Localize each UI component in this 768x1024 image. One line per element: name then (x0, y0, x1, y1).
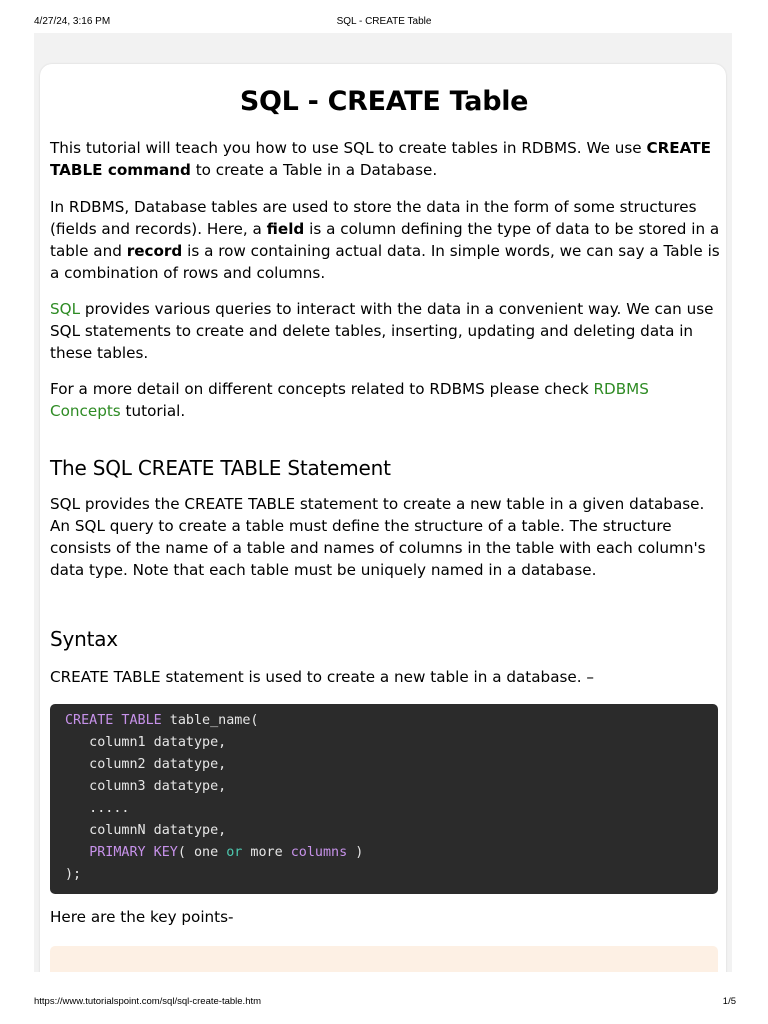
syntax-heading: Syntax (50, 627, 118, 651)
code-text: ) (347, 845, 364, 860)
code-line-6: columnN datatype, (65, 823, 227, 838)
code-line-2: column1 datatype, (65, 735, 227, 750)
intro-text-2: to create a Table in a Database. (190, 161, 438, 179)
intro-paragraph (50, 137, 722, 181)
print-url: https://www.tutorialspoint.com/sql/sql-create-table.htm (34, 996, 262, 1007)
print-page-number: 1/5 (722, 996, 736, 1007)
rdbms-text-3: is a row containing actual data. In simple words, we can say a Table is a combination of rows and columns. (50, 242, 720, 282)
rdbms-bold-record: record (126, 242, 183, 260)
page-viewport (34, 33, 732, 972)
more-detail-text-1: For a more detail on different concepts related to RDBMS please check (50, 380, 594, 398)
rdbms-concepts-link[interactable]: RDBMS Concepts (50, 380, 649, 420)
print-footer (0, 994, 768, 1010)
code-line-4: column3 datatype, (65, 779, 227, 794)
page-title: SQL - CREATE Table (239, 86, 529, 117)
sql-paragraph (50, 298, 722, 364)
more-detail-paragraph (50, 378, 722, 422)
rdbms-text-1: In RDBMS, Database tables are used to store the data in the form of some structures (fields and records). Here, a (50, 198, 697, 238)
print-datetime: 4/27/24, 3:16 PM (34, 16, 111, 27)
print-page-title: SQL - CREATE Table (336, 16, 432, 27)
code-text: ( one (177, 845, 227, 860)
rdbms-bold-field: field (266, 220, 305, 238)
rdbms-paragraph (50, 196, 722, 284)
intro-text-1: This tutorial will teach you how to use SQL to create tables in RDBMS. We use (50, 139, 647, 157)
intro-bold-command: CREATE TABLE command (50, 139, 711, 179)
code-keyword-primary-key: PRIMARY KEY (89, 845, 178, 860)
more-detail-text-2: tutorial. (120, 402, 186, 420)
code-line-1 (65, 710, 259, 732)
code-line-3: column2 datatype, (65, 757, 227, 772)
code-keyword-columns: columns (290, 845, 348, 860)
syntax-paragraph: CREATE TABLE statement is used to create a new table in a database. – (50, 668, 595, 686)
code-block[interactable] (50, 704, 718, 894)
print-header (0, 14, 768, 30)
code-operator-or: or (226, 845, 243, 860)
code-line-5: ..... (65, 801, 130, 816)
key-points-paragraph: Here are the key points- (50, 908, 234, 926)
key-points-box (50, 946, 718, 972)
code-text: table_name( (161, 713, 259, 728)
code-text: more (242, 845, 291, 860)
section-paragraph: SQL provides the CREATE TABLE statement to create a new table in a given database. An SQL query to create a table must define the structure of a table. The structure consists of the name of a table and names of columns in the table with each column's data type. Note that each table must be uniquely named in a database. (50, 495, 706, 579)
article-card (40, 64, 726, 972)
code-line-8: ); (65, 867, 82, 882)
sql-paragraph-text: provides various queries to interact with the data in a convenient way. We can use SQL statements to create and delete tables, inserting, updating and deleting data in these tables. (50, 300, 714, 362)
section-heading: The SQL CREATE TABLE Statement (50, 456, 391, 480)
code-indent (65, 845, 89, 860)
code-keyword-create-table: CREATE TABLE (65, 713, 162, 728)
sql-link[interactable]: SQL (50, 300, 81, 318)
code-line-7 (65, 842, 363, 864)
rdbms-text-2: is a column defining the type of data to be stored in a table and (50, 220, 720, 260)
